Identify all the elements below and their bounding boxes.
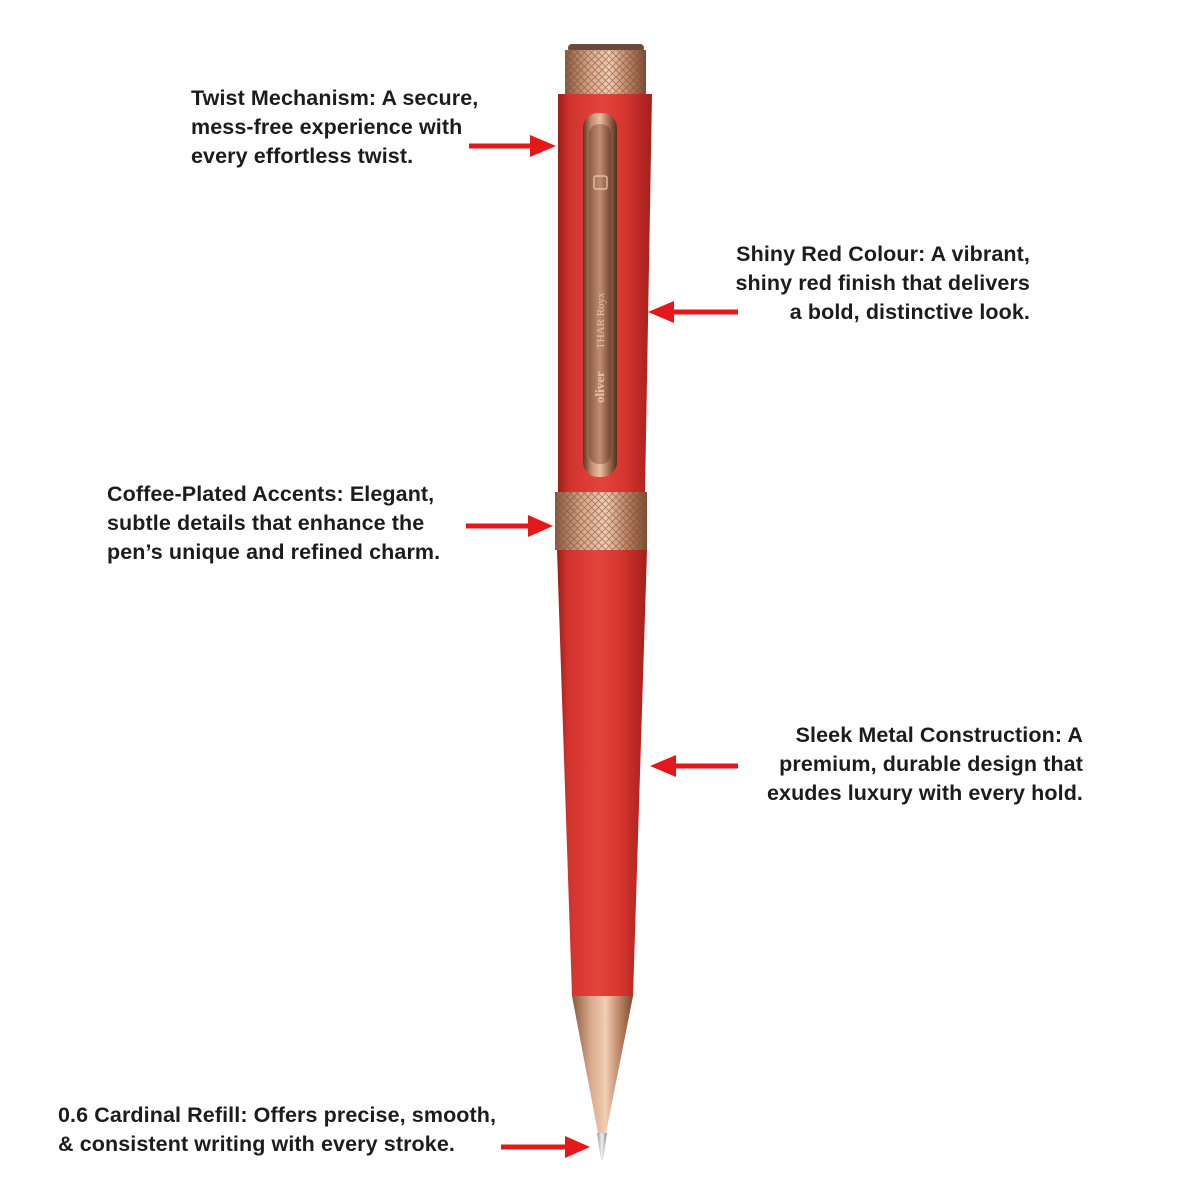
callout-line: mess-free experience with xyxy=(191,115,463,139)
callout-line: subtle details that enhance the xyxy=(107,511,425,535)
twist-cap xyxy=(565,44,646,94)
arrow-twist xyxy=(469,135,556,157)
callout-sleek-metal-construction xyxy=(767,721,1083,808)
middle-accent-ring xyxy=(555,492,647,550)
callout-line: Twist Mechanism: A secure, xyxy=(191,86,479,110)
callout-line: & consistent writing with every stroke. xyxy=(58,1132,455,1156)
callout-cardinal-refill xyxy=(58,1101,496,1159)
callout-line: Coffee-Plated Accents: Elegant, xyxy=(107,482,435,506)
callout-line: 0.6 Cardinal Refill: Offers precise, smooth, xyxy=(58,1103,497,1127)
callout-line: Sleek Metal Construction: A xyxy=(795,723,1083,747)
refill-tip xyxy=(597,1133,607,1160)
callout-line: every effortless twist. xyxy=(191,144,414,168)
clip-engraving xyxy=(592,292,607,403)
callout-twist-mechanism xyxy=(191,84,478,171)
callout-coffee-plated-accents xyxy=(107,480,440,567)
callout-line: premium, durable design that xyxy=(779,752,1083,776)
clip-model-text: THAR Royx xyxy=(595,292,607,349)
callout-line: exudes luxury with every hold. xyxy=(766,781,1083,805)
callout-line: pen’s unique and refined charm. xyxy=(107,540,441,564)
pocket-clip xyxy=(583,113,617,477)
clip-brand-text: oliver xyxy=(592,371,607,403)
tip-cone xyxy=(572,996,633,1133)
callout-shiny-red-colour xyxy=(735,240,1030,327)
callout-line: shiny red finish that delivers xyxy=(735,271,1030,295)
lower-barrel xyxy=(557,550,647,996)
callout-line: a bold, distinctive look. xyxy=(789,300,1030,324)
arrow-sleek xyxy=(650,755,738,777)
arrow-coffee xyxy=(466,515,553,537)
arrow-refill xyxy=(501,1136,590,1158)
arrow-shiny xyxy=(648,301,738,323)
callout-line: Shiny Red Colour: A vibrant, xyxy=(736,242,1030,266)
